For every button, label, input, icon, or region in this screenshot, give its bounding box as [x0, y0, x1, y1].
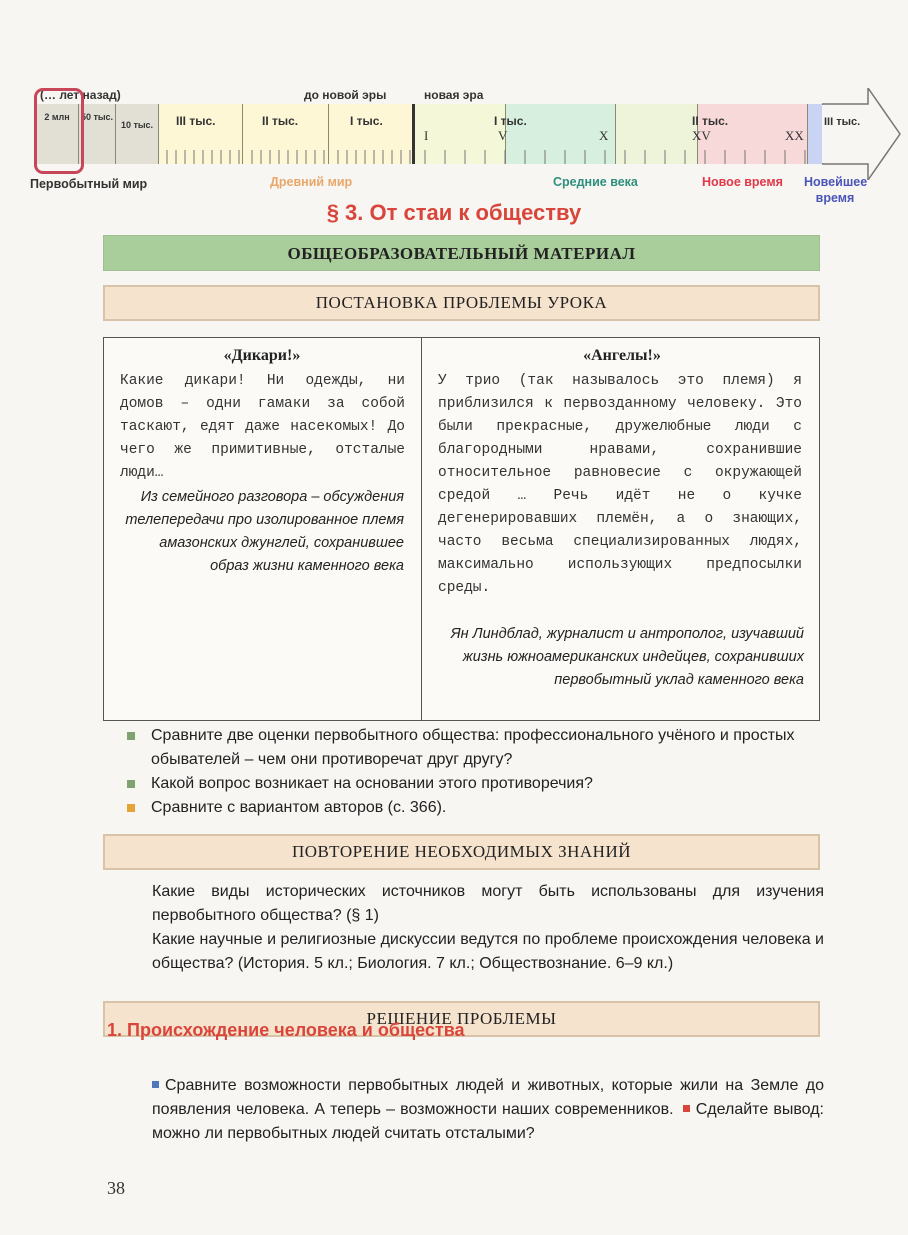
quote-right-text: У трио (так называлось это племя) я приблизился к первозданному человеку. Это были прекрасные, дружелюбные люди с благородными нравами, сохранившие относительное равновесие с окружающей средой … Речь идёт не о кучке дегенерировавших племён, а о знающих, часто весьма специализированных людях, максимально использующих предпосылки среды.	[438, 373, 802, 596]
timeline-unit-10k: 10 тыс.	[120, 120, 154, 130]
bullet-square-icon	[152, 1081, 159, 1088]
timeline-unit-1k-bc: I тыс.	[350, 114, 383, 128]
quote-right-title: «Ангелы!»	[583, 347, 661, 364]
quote-left-source: Из семейного разговора – обсуждения телепередачи про изолированное племя амазонских джунглей, сохранившее образ жизни каменного века	[125, 489, 404, 574]
era-newest: Новейшее время	[804, 175, 868, 205]
timeline-primitive-marker	[34, 88, 84, 174]
question-item: Какой вопрос возникает на основании этого противоречия?	[127, 772, 827, 796]
era-medieval: Средние века	[553, 175, 638, 189]
repeat-paragraph-2: Какие научные и религиозные дискуссии ведутся по проблеме происхождения человека и общества? (История. 5 кл.; Биология. 7 кл.; Обществознание. 6–9 кл.)	[152, 931, 824, 972]
bullet-square-icon	[127, 780, 135, 788]
timeline-bc-label: до новой эры	[304, 88, 387, 102]
banner-problem-statement: ПОСТАНОВКА ПРОБЛЕМЫ УРОКА	[103, 285, 820, 321]
question-item: Сравните две оценки первобытного общества: профессионального учёного и простых обывателей – чем они противоречат друг другу?	[127, 724, 827, 772]
timeline-cell-10k	[116, 104, 159, 164]
quote-left-text: Какие дикари! Ни одежды, ни домов – одни гамаки за собой таскают, едят даже насекомых! До чего же примитивные, отсталые люди…	[120, 373, 405, 481]
question-item: Сравните с вариантом авторов (с. 366).	[127, 796, 827, 820]
section-1-text: Сравните возможности первобытных людей и животных, которые жили на Земле до появления человека. А теперь – возможности наших современников. Сделайте вывод: можно ли первобытных людей считать отсталыми?	[152, 1077, 824, 1142]
timeline-unit-1k-ad: I тыс.	[494, 114, 527, 128]
timeline-unit-2k-bc: II тыс.	[262, 114, 299, 128]
section-1-title: 1. Происхождение человека и общества	[107, 1020, 465, 1040]
bullet-square-icon	[127, 732, 135, 740]
banner-problem-solution: РЕШЕНИЕ ПРОБЛЕМЫ	[103, 1001, 820, 1037]
timeline-unit-3k-bc: III тыс.	[176, 114, 216, 128]
timeline-century-15: XV	[692, 128, 711, 143]
bullet-square-icon	[127, 804, 135, 812]
timeline-ticks	[159, 146, 829, 164]
page-number: 38	[107, 1178, 125, 1198]
timeline-unit-50k: 50 тыс.	[80, 112, 114, 122]
era-primitive: Первобытный мир	[30, 177, 148, 191]
banner-repeat-knowledge: ПОВТОРЕНИЕ НЕОБХОДИМЫХ ЗНАНИЙ	[103, 834, 820, 870]
quotes-divider	[421, 337, 422, 721]
timeline-unit-2mln: 2 млн	[44, 112, 70, 122]
banner-general-material: ОБЩЕОБРАЗОВАТЕЛЬНЫЙ МАТЕРИАЛ	[103, 235, 820, 271]
timeline-ad-label: новая эра	[424, 88, 484, 102]
timeline-century-5: V	[498, 128, 508, 143]
timeline-century-20: XX	[785, 128, 804, 143]
problem-questions	[127, 724, 827, 820]
bullet-square-icon	[683, 1105, 690, 1112]
quote-left-title: «Дикари!»	[223, 347, 301, 364]
timeline-years-ago-label: (… лет назад)	[40, 88, 121, 102]
page-title: § 3. От стаи к обществу	[326, 200, 582, 225]
era-new: Новое время	[702, 175, 783, 189]
repeat-paragraph-1: Какие виды исторических источников могут быть использованы для изучения первобытного общества? (§ 1)	[152, 883, 824, 924]
timeline-unit-3k-ad: III тыс.	[824, 116, 861, 128]
quote-right-source: Ян Линдблад, журналист и антрополог, изучавший жизнь южноамериканских индейцев, сохранивших первобытный уклад каменного века	[450, 626, 804, 688]
timeline-century-10: X	[599, 128, 609, 143]
era-ancient: Древний мир	[270, 175, 353, 189]
timeline-unit-2k-ad: II тыс.	[692, 114, 729, 128]
timeline-century-1: I	[424, 128, 429, 143]
